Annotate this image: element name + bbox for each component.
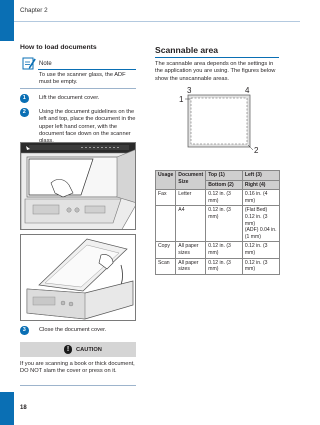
cell-left-right: 0.12 in. (3 mm) bbox=[242, 242, 279, 258]
header-usage: Usage bbox=[156, 171, 176, 190]
note-divider bbox=[38, 69, 136, 70]
table-row bbox=[156, 190, 280, 206]
caution-bottom-divider bbox=[20, 385, 136, 386]
caution-exclamation-icon: ! bbox=[64, 345, 72, 354]
table-row bbox=[156, 206, 280, 242]
header-top: Top (1) bbox=[206, 171, 243, 181]
header-divider bbox=[14, 21, 300, 22]
diagram-label-4: 4 bbox=[245, 87, 250, 95]
cell-left-right: 0.16 in. (4 mm) bbox=[242, 190, 279, 206]
cell-left-right bbox=[242, 206, 279, 242]
scannable-area-intro: The scannable area depends on the settings in the application you are using. The figures below show the unscannable areas. bbox=[155, 61, 276, 82]
step-2-badge: 2 bbox=[20, 108, 29, 117]
note-text: To use the scanner glass, the ADF must be empty. bbox=[39, 72, 126, 86]
cell-top-bottom: 0.12 in. (3 mm) bbox=[206, 242, 243, 258]
cell-top-bottom: 0.12 in. (3 mm) bbox=[206, 190, 243, 206]
step-1-text: Lift the document cover. bbox=[39, 95, 100, 101]
cell-top-bottom: 0.12 in. (3 mm) bbox=[206, 206, 243, 242]
chapter-tab bbox=[0, 0, 14, 41]
cell-size: All paper sizes bbox=[176, 242, 206, 258]
scannable-area-table bbox=[155, 170, 280, 275]
scanner-glass-illustration bbox=[20, 142, 136, 230]
cell-size: A4 bbox=[176, 206, 206, 242]
header-bottom: Bottom (2) bbox=[206, 180, 243, 190]
header-right: Right (4) bbox=[242, 180, 279, 190]
cell-size: Letter bbox=[176, 190, 206, 206]
step-2-text: Using the document guidelines on the left and top, place the document in the upper left hand corner, with the document face down on the scanner bbox=[39, 109, 136, 137]
table-row bbox=[156, 258, 280, 274]
diagram-label-2: 2 bbox=[254, 146, 259, 155]
table-row bbox=[156, 242, 280, 258]
step-3-badge: 3 bbox=[20, 326, 29, 335]
cell-line-flatbed: (Flat Bed) 0.12 in. (3 mm) bbox=[244, 207, 268, 227]
cell-usage bbox=[156, 206, 176, 242]
cell-usage: Scan bbox=[156, 258, 176, 274]
header-left: Left (3) bbox=[242, 171, 279, 181]
caution-text: If you are scanning a book or thick document, DO NOT slam the cover or press on it. bbox=[20, 361, 135, 375]
cell-size: All paper sizes bbox=[176, 258, 206, 274]
caution-label: CAUTION bbox=[76, 347, 102, 353]
note-label: Note bbox=[39, 61, 52, 67]
note-bottom-divider bbox=[20, 88, 136, 89]
chapter-label: Chapter 2 bbox=[20, 7, 48, 14]
page-number: 18 bbox=[20, 405, 27, 411]
diagram-label-1: 1 bbox=[179, 95, 184, 104]
step-3-text: Close the document cover. bbox=[39, 327, 107, 333]
cell-top-bottom: 0.12 in. (3 mm) bbox=[206, 258, 243, 274]
footer-tab bbox=[0, 392, 14, 425]
note-pencil-icon bbox=[22, 56, 36, 70]
header-document-size: Document Size bbox=[176, 171, 206, 190]
close-cover-illustration bbox=[20, 234, 136, 321]
cell-usage: Copy bbox=[156, 242, 176, 258]
cell-usage: Fax bbox=[156, 190, 176, 206]
diagram-label-3: 3 bbox=[187, 87, 192, 95]
section-heading-scannable-area: Scannable area bbox=[155, 45, 219, 55]
step-1-badge: 1 bbox=[20, 94, 29, 103]
cell-left-right: 0.12 in. (3 mm) bbox=[242, 258, 279, 274]
table-header-row bbox=[156, 171, 280, 181]
section-heading-load-documents: How to load documents bbox=[20, 44, 97, 51]
scannable-area-diagram bbox=[175, 87, 265, 157]
scannable-area-divider bbox=[155, 57, 279, 58]
cell-line-adf: (ADF) 0.04 in. (1 mm) bbox=[244, 227, 277, 240]
